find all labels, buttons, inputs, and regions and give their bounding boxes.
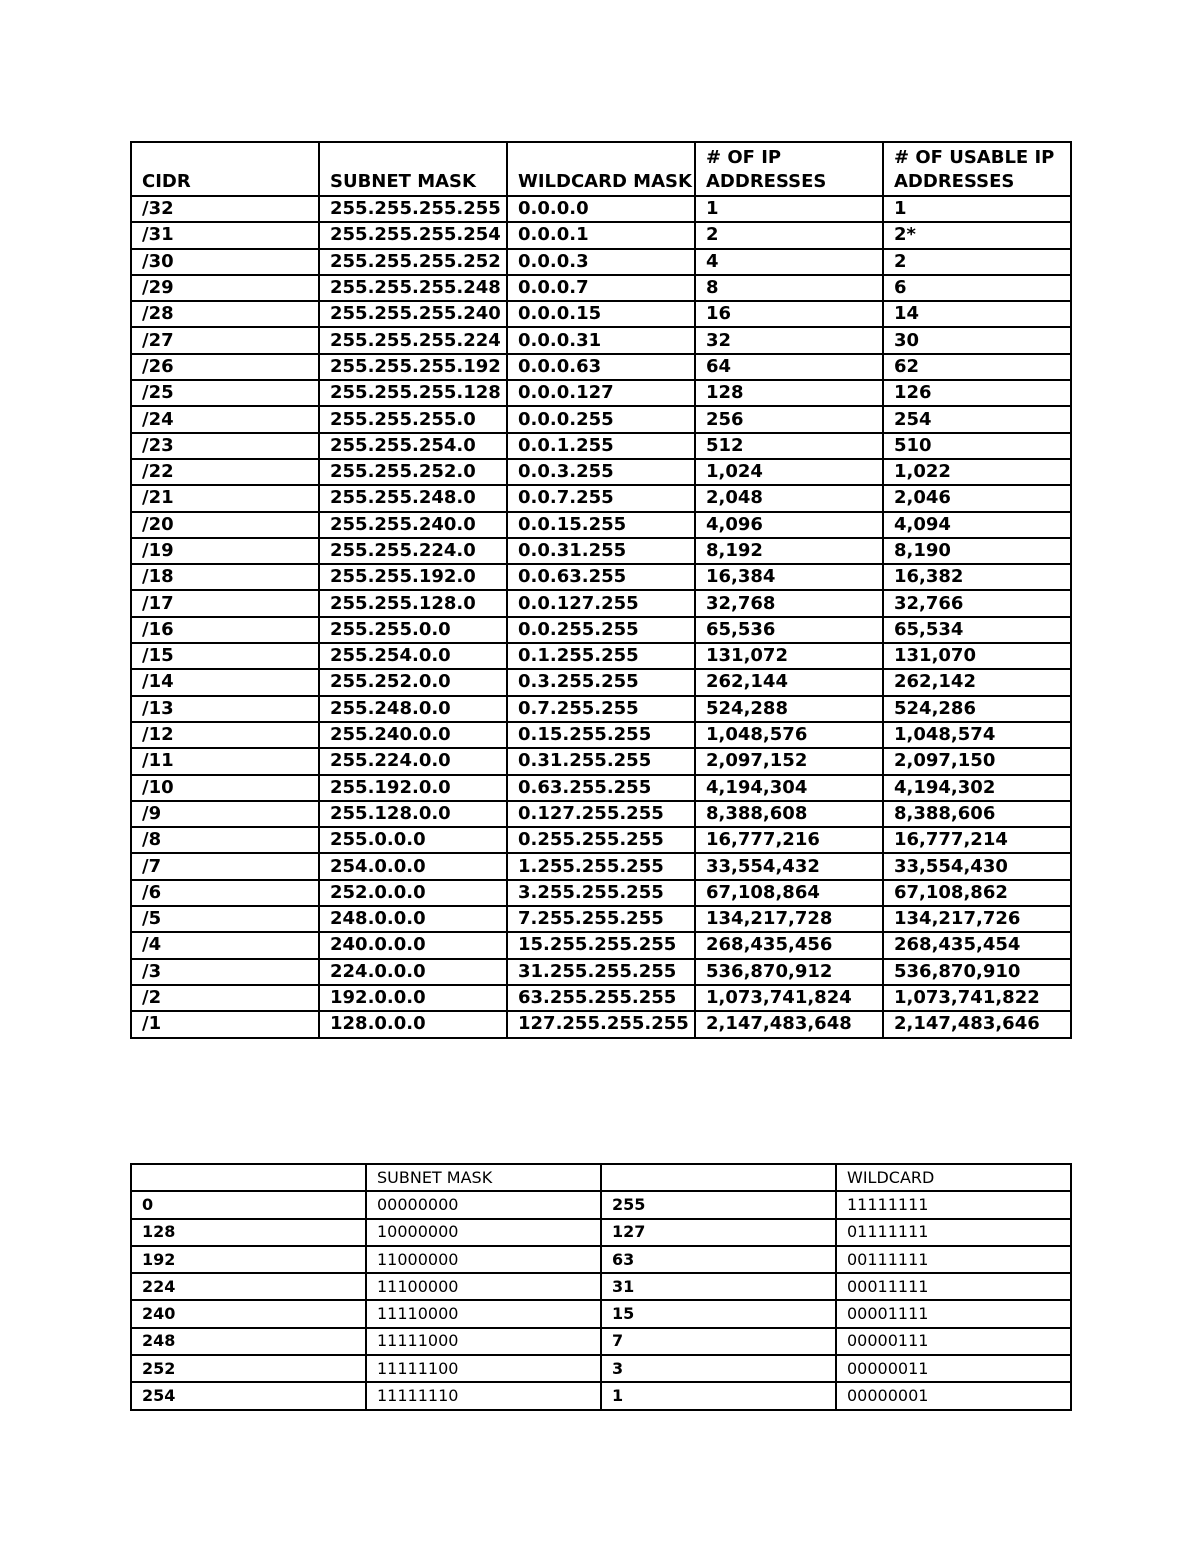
mask-octet-cell: 0 [131, 1191, 366, 1218]
table-row [131, 1300, 1071, 1327]
cidr-cell: /8 [131, 827, 319, 853]
ip-count-cell: 8 [695, 275, 883, 301]
cidr-cell: /6 [131, 880, 319, 906]
table-row [131, 459, 1071, 485]
subnet-mask-cell: 255.255.255.255 [319, 196, 507, 222]
wildcard-mask-cell: 0.0.63.255 [507, 564, 695, 590]
wildcard-octet-cell: 15 [601, 1300, 836, 1327]
cidr-cell: /2 [131, 985, 319, 1011]
ip-count-cell: 512 [695, 433, 883, 459]
usable-ip-count-cell: 2,147,483,646 [883, 1011, 1071, 1037]
ip-count-cell: 16,777,216 [695, 827, 883, 853]
wildcard-mask-cell: 1.255.255.255 [507, 853, 695, 879]
subnet-mask-binary-cell: 11110000 [366, 1300, 601, 1327]
ip-count-cell: 131,072 [695, 643, 883, 669]
usable-ip-count-cell: 1,073,741,822 [883, 985, 1071, 1011]
cidr-cell: /25 [131, 380, 319, 406]
ip-count-cell: 2,048 [695, 485, 883, 511]
wildcard-octet-header [601, 1164, 836, 1191]
ip-count-cell: 268,435,456 [695, 932, 883, 958]
subnet-mask-cell: 252.0.0.0 [319, 880, 507, 906]
wildcard-binary-cell: 01111111 [836, 1219, 1071, 1246]
binary-octet-table [130, 1163, 1072, 1411]
subnet-mask-cell: 255.192.0.0 [319, 775, 507, 801]
wildcard-mask-cell: 0.0.7.255 [507, 485, 695, 511]
subnet-mask-binary-cell: 11111100 [366, 1355, 601, 1382]
subnet-mask-header: SUBNET MASK [319, 142, 507, 196]
subnet-mask-cell: 255.0.0.0 [319, 827, 507, 853]
usable-ip-count-cell: 16,777,214 [883, 827, 1071, 853]
subnet-mask-cell: 255.224.0.0 [319, 748, 507, 774]
usable-ip-count-cell: 268,435,454 [883, 932, 1071, 958]
table-row [131, 801, 1071, 827]
table-row [131, 932, 1071, 958]
usable-ip-count-header: # OF USABLE IP ADDRESSES [883, 142, 1071, 196]
ip-count-cell: 64 [695, 354, 883, 380]
table-row [131, 1246, 1071, 1273]
usable-ip-count-cell: 14 [883, 301, 1071, 327]
mask-octet-cell: 224 [131, 1273, 366, 1300]
wildcard-mask-cell: 0.15.255.255 [507, 722, 695, 748]
subnet-mask-cell: 248.0.0.0 [319, 906, 507, 932]
cidr-cell: /5 [131, 906, 319, 932]
mask-octet-cell: 128 [131, 1219, 366, 1246]
subnet-mask-cell: 255.255.252.0 [319, 459, 507, 485]
subnet-mask-cell: 128.0.0.0 [319, 1011, 507, 1037]
table-row [131, 775, 1071, 801]
table-row [131, 222, 1071, 248]
subnet-mask-binary-cell: 00000000 [366, 1191, 601, 1218]
wildcard-mask-cell: 0.0.0.0 [507, 196, 695, 222]
table-row [131, 433, 1071, 459]
cidr-cell: /31 [131, 222, 319, 248]
wildcard-octet-cell: 31 [601, 1273, 836, 1300]
wildcard-mask-cell: 0.0.0.255 [507, 406, 695, 432]
wildcard-mask-cell: 0.0.0.15 [507, 301, 695, 327]
subnet-mask-cell: 255.248.0.0 [319, 696, 507, 722]
cidr-cell: /30 [131, 249, 319, 275]
usable-ip-count-cell: 16,382 [883, 564, 1071, 590]
cidr-cell: /9 [131, 801, 319, 827]
usable-ip-count-cell: 4,194,302 [883, 775, 1071, 801]
usable-ip-count-cell: 65,534 [883, 617, 1071, 643]
subnet-mask-cell: 255.252.0.0 [319, 669, 507, 695]
wildcard-binary-cell: 00111111 [836, 1246, 1071, 1273]
subnet-mask-cell: 255.255.248.0 [319, 485, 507, 511]
subnet-mask-cell: 255.254.0.0 [319, 643, 507, 669]
ip-count-cell: 536,870,912 [695, 959, 883, 985]
table-row [131, 1382, 1071, 1409]
cidr-cell: /19 [131, 538, 319, 564]
subnet-mask-binary-cell: 10000000 [366, 1219, 601, 1246]
wildcard-octet-cell: 1 [601, 1382, 836, 1409]
ip-count-cell: 2,147,483,648 [695, 1011, 883, 1037]
cidr-cell: /3 [131, 959, 319, 985]
wildcard-mask-cell: 0.0.0.31 [507, 327, 695, 353]
wildcard-mask-cell: 0.127.255.255 [507, 801, 695, 827]
ip-count-cell: 67,108,864 [695, 880, 883, 906]
table-row [131, 485, 1071, 511]
usable-ip-count-cell: 510 [883, 433, 1071, 459]
cidr-cell: /1 [131, 1011, 319, 1037]
header-row [131, 142, 1071, 196]
wildcard-mask-cell: 0.0.0.3 [507, 249, 695, 275]
subnet-mask-cell: 255.255.255.224 [319, 327, 507, 353]
cidr-cell: /11 [131, 748, 319, 774]
table-row [131, 906, 1071, 932]
mask-octet-cell: 248 [131, 1328, 366, 1355]
cidr-cell: /12 [131, 722, 319, 748]
ip-count-cell: 4 [695, 249, 883, 275]
usable-ip-count-cell: 1,022 [883, 459, 1071, 485]
subnet-mask-cell: 255.255.255.240 [319, 301, 507, 327]
table-row [131, 301, 1071, 327]
table-row [131, 1219, 1071, 1246]
usable-ip-count-cell: 30 [883, 327, 1071, 353]
usable-ip-count-cell: 536,870,910 [883, 959, 1071, 985]
ip-count-cell: 128 [695, 380, 883, 406]
wildcard-mask-cell: 0.1.255.255 [507, 643, 695, 669]
wildcard-mask-cell: 0.0.31.255 [507, 538, 695, 564]
table-row [131, 1011, 1071, 1037]
table-row [131, 327, 1071, 353]
cidr-cell: /15 [131, 643, 319, 669]
wildcard-mask-cell: 0.0.0.127 [507, 380, 695, 406]
usable-ip-count-cell: 2,097,150 [883, 748, 1071, 774]
table-row [131, 722, 1071, 748]
wildcard-octet-cell: 127 [601, 1219, 836, 1246]
header-row [131, 1164, 1071, 1191]
usable-ip-count-cell: 2,046 [883, 485, 1071, 511]
usable-ip-count-cell: 1,048,574 [883, 722, 1071, 748]
wildcard-binary-cell: 00011111 [836, 1273, 1071, 1300]
wildcard-mask-cell: 0.0.0.1 [507, 222, 695, 248]
ip-count-cell: 1,048,576 [695, 722, 883, 748]
subnet-mask-cell: 255.255.255.128 [319, 380, 507, 406]
table-row [131, 1191, 1071, 1218]
subnet-mask-binary-cell: 11000000 [366, 1246, 601, 1273]
wildcard-mask-cell: 0.0.127.255 [507, 590, 695, 616]
wildcard-mask-cell: 0.63.255.255 [507, 775, 695, 801]
ip-count-cell: 33,554,432 [695, 853, 883, 879]
subnet-mask-cell: 255.128.0.0 [319, 801, 507, 827]
subnet-mask-cell: 255.255.224.0 [319, 538, 507, 564]
subnet-mask-binary-cell: 11111000 [366, 1328, 601, 1355]
table-row [131, 590, 1071, 616]
cidr-cell: /21 [131, 485, 319, 511]
wildcard-binary-cell: 00000001 [836, 1382, 1071, 1409]
ip-count-cell: 4,194,304 [695, 775, 883, 801]
ip-count-cell: 4,096 [695, 512, 883, 538]
wildcard-mask-cell: 0.0.0.63 [507, 354, 695, 380]
mask-octet-header [131, 1164, 366, 1191]
table-row [131, 880, 1071, 906]
subnet-mask-binary-header: SUBNET MASK [366, 1164, 601, 1191]
cidr-reference-table [130, 141, 1072, 1039]
ip-count-cell: 32 [695, 327, 883, 353]
usable-ip-count-cell: 1 [883, 196, 1071, 222]
wildcard-mask-cell: 31.255.255.255 [507, 959, 695, 985]
usable-ip-count-cell: 32,766 [883, 590, 1071, 616]
wildcard-mask-cell: 15.255.255.255 [507, 932, 695, 958]
ip-count-cell: 2,097,152 [695, 748, 883, 774]
ip-count-cell: 262,144 [695, 669, 883, 695]
wildcard-binary-cell: 00000011 [836, 1355, 1071, 1382]
wildcard-mask-cell: 63.255.255.255 [507, 985, 695, 1011]
table-row [131, 696, 1071, 722]
table-row [131, 1328, 1071, 1355]
ip-count-cell: 8,192 [695, 538, 883, 564]
ip-count-cell: 1,024 [695, 459, 883, 485]
ip-count-cell: 2 [695, 222, 883, 248]
mask-octet-cell: 254 [131, 1382, 366, 1409]
table-row [131, 512, 1071, 538]
subnet-mask-cell: 192.0.0.0 [319, 985, 507, 1011]
wildcard-mask-cell: 0.3.255.255 [507, 669, 695, 695]
subnet-mask-binary-cell: 11111110 [366, 1382, 601, 1409]
ip-count-cell: 32,768 [695, 590, 883, 616]
table-row [131, 406, 1071, 432]
ip-count-cell: 1 [695, 196, 883, 222]
subnet-mask-cell: 255.255.240.0 [319, 512, 507, 538]
table-row [131, 985, 1071, 1011]
wildcard-binary-cell: 11111111 [836, 1191, 1071, 1218]
ip-count-cell: 16 [695, 301, 883, 327]
subnet-mask-binary-cell: 11100000 [366, 1273, 601, 1300]
wildcard-mask-header: WILDCARD MASK [507, 142, 695, 196]
usable-ip-count-cell: 2* [883, 222, 1071, 248]
table-row [131, 1273, 1071, 1300]
wildcard-octet-cell: 63 [601, 1246, 836, 1273]
wildcard-mask-cell: 0.0.255.255 [507, 617, 695, 643]
wildcard-mask-cell: 0.0.15.255 [507, 512, 695, 538]
mask-octet-cell: 252 [131, 1355, 366, 1382]
cidr-cell: /32 [131, 196, 319, 222]
table-row [131, 538, 1071, 564]
subnet-mask-cell: 255.240.0.0 [319, 722, 507, 748]
wildcard-mask-cell: 0.0.0.7 [507, 275, 695, 301]
cidr-cell: /18 [131, 564, 319, 590]
table-row [131, 354, 1071, 380]
cidr-cell: /7 [131, 853, 319, 879]
usable-ip-count-cell: 8,388,606 [883, 801, 1071, 827]
ip-count-cell: 8,388,608 [695, 801, 883, 827]
wildcard-octet-cell: 3 [601, 1355, 836, 1382]
cidr-cell: /13 [131, 696, 319, 722]
ip-count-cell: 16,384 [695, 564, 883, 590]
wildcard-octet-cell: 7 [601, 1328, 836, 1355]
cidr-header: CIDR [131, 142, 319, 196]
ip-count-cell: 65,536 [695, 617, 883, 643]
usable-ip-count-cell: 126 [883, 380, 1071, 406]
wildcard-mask-cell: 3.255.255.255 [507, 880, 695, 906]
wildcard-binary-header: WILDCARD [836, 1164, 1071, 1191]
usable-ip-count-cell: 8,190 [883, 538, 1071, 564]
wildcard-mask-cell: 127.255.255.255 [507, 1011, 695, 1037]
subnet-mask-cell: 255.255.255.254 [319, 222, 507, 248]
wildcard-binary-cell: 00000111 [836, 1328, 1071, 1355]
cidr-cell: /20 [131, 512, 319, 538]
table-row [131, 853, 1071, 879]
table-row [131, 196, 1071, 222]
table-row [131, 617, 1071, 643]
cidr-cell: /10 [131, 775, 319, 801]
table-row [131, 275, 1071, 301]
table-row [131, 959, 1071, 985]
subnet-mask-cell: 224.0.0.0 [319, 959, 507, 985]
subnet-mask-cell: 255.255.255.192 [319, 354, 507, 380]
ip-count-cell: 256 [695, 406, 883, 432]
wildcard-mask-cell: 0.255.255.255 [507, 827, 695, 853]
cidr-cell: /26 [131, 354, 319, 380]
cidr-cell: /27 [131, 327, 319, 353]
cidr-cell: /22 [131, 459, 319, 485]
usable-ip-count-cell: 134,217,726 [883, 906, 1071, 932]
ip-count-header: # OF IP ADDRESSES [695, 142, 883, 196]
wildcard-mask-cell: 0.0.3.255 [507, 459, 695, 485]
usable-ip-count-cell: 131,070 [883, 643, 1071, 669]
subnet-mask-cell: 255.255.255.0 [319, 406, 507, 432]
table-row [131, 1355, 1071, 1382]
wildcard-mask-cell: 0.7.255.255 [507, 696, 695, 722]
cidr-cell: /4 [131, 932, 319, 958]
cidr-cell: /23 [131, 433, 319, 459]
cidr-cell: /17 [131, 590, 319, 616]
cidr-cell: /16 [131, 617, 319, 643]
cidr-cell: /29 [131, 275, 319, 301]
mask-octet-cell: 240 [131, 1300, 366, 1327]
mask-octet-cell: 192 [131, 1246, 366, 1273]
table-row [131, 643, 1071, 669]
wildcard-mask-cell: 0.0.1.255 [507, 433, 695, 459]
usable-ip-count-cell: 67,108,862 [883, 880, 1071, 906]
subnet-mask-cell: 255.255.255.248 [319, 275, 507, 301]
usable-ip-count-cell: 262,142 [883, 669, 1071, 695]
usable-ip-count-cell: 6 [883, 275, 1071, 301]
ip-count-cell: 134,217,728 [695, 906, 883, 932]
table-row [131, 827, 1071, 853]
table-row [131, 564, 1071, 590]
usable-ip-count-cell: 524,286 [883, 696, 1071, 722]
ip-count-cell: 1,073,741,824 [695, 985, 883, 1011]
cidr-cell: /24 [131, 406, 319, 432]
table-row [131, 669, 1071, 695]
table-row [131, 249, 1071, 275]
subnet-mask-cell: 255.255.128.0 [319, 590, 507, 616]
cidr-cell: /28 [131, 301, 319, 327]
usable-ip-count-cell: 33,554,430 [883, 853, 1071, 879]
usable-ip-count-cell: 254 [883, 406, 1071, 432]
subnet-mask-cell: 255.255.192.0 [319, 564, 507, 590]
subnet-mask-cell: 240.0.0.0 [319, 932, 507, 958]
wildcard-mask-cell: 0.31.255.255 [507, 748, 695, 774]
usable-ip-count-cell: 2 [883, 249, 1071, 275]
table-row [131, 748, 1071, 774]
subnet-mask-cell: 255.255.254.0 [319, 433, 507, 459]
usable-ip-count-cell: 4,094 [883, 512, 1071, 538]
wildcard-mask-cell: 7.255.255.255 [507, 906, 695, 932]
usable-ip-count-cell: 62 [883, 354, 1071, 380]
table-row [131, 380, 1071, 406]
wildcard-octet-cell: 255 [601, 1191, 836, 1218]
wildcard-binary-cell: 00001111 [836, 1300, 1071, 1327]
subnet-mask-cell: 255.255.255.252 [319, 249, 507, 275]
cidr-cell: /14 [131, 669, 319, 695]
ip-count-cell: 524,288 [695, 696, 883, 722]
subnet-mask-cell: 255.255.0.0 [319, 617, 507, 643]
subnet-mask-cell: 254.0.0.0 [319, 853, 507, 879]
